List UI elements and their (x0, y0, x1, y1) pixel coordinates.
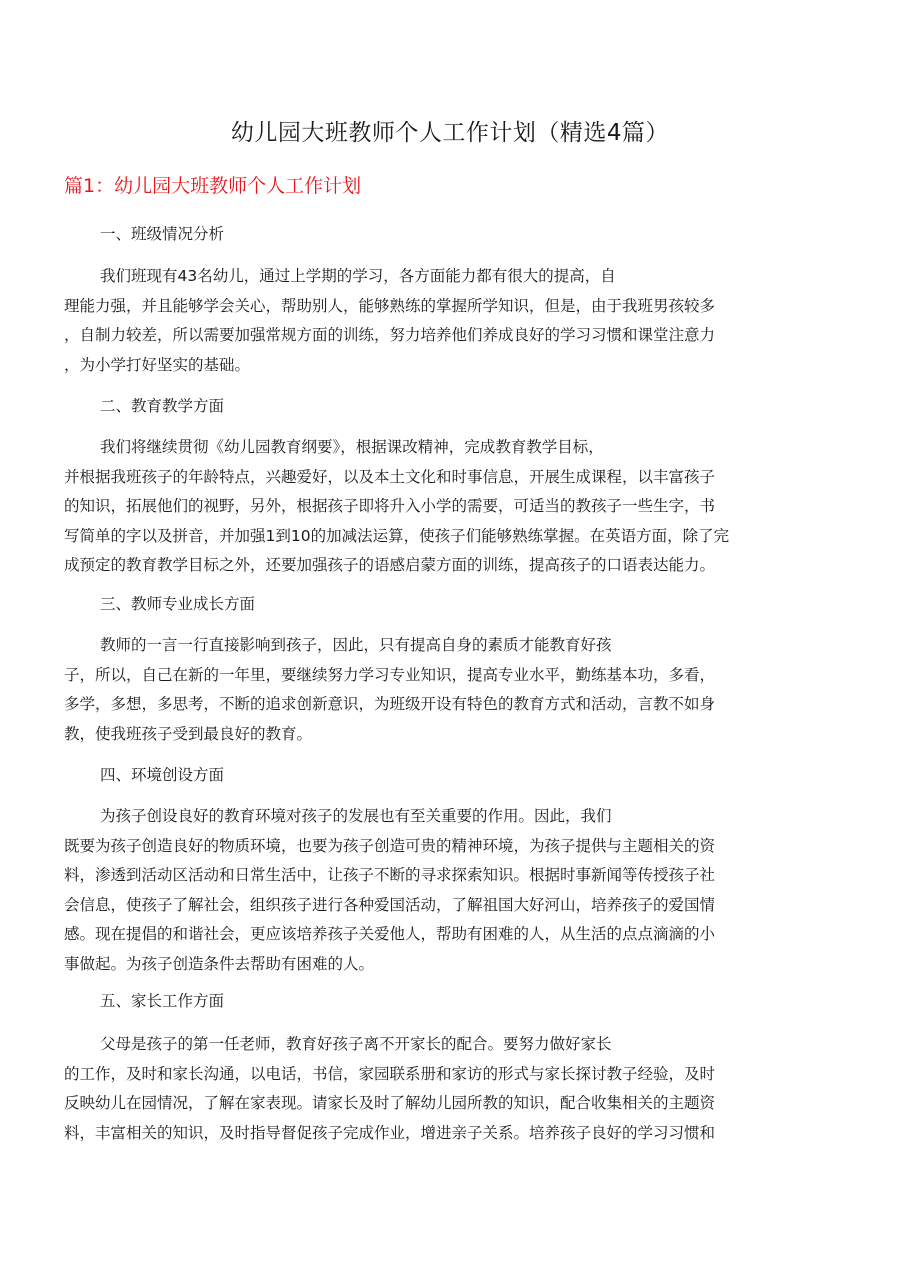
section-heading-class-analysis: 一、班级情况分析 (100, 225, 225, 243)
text-line: 成预定的教育教学目标之外，还要加强孩子的语感启蒙方面的训练，提高孩子的口语表达能力。 (64, 556, 716, 574)
section-body-class-analysis (64, 262, 836, 380)
text-line: 感。现在提倡的和谐社会，更应该培养孩子关爱他人，帮助有困难的人，从生活的点点滴滴的小 (64, 925, 716, 943)
text-line: 我们班现有43名幼儿，通过上学期的学习，各方面能力都有很大的提高，自 (100, 267, 616, 285)
text-line: ，为小学打好坚实的基础。 (64, 355, 251, 374)
section-heading-parents: 五、家长工作方面 (100, 992, 225, 1010)
text-line: 料，渗透到活动区活动和日常生活中，让孩子不断的寻求探索知识。根据时事新闻等传授孩子社 (64, 866, 716, 884)
text-line: 父母是孩子的第一任老师，教育好孩子离不开家长的配合。要努力做好家长 (100, 1035, 612, 1053)
text-line: 写简单的字以及拼音，并加强1到10的加减法运算，使孩子们能够熟练掌握。在英语方面，除了完 (64, 526, 730, 545)
text-line: 并根据我班孩子的年龄特点，兴趣爱好，以及本土文化和时事信息，开展生成课程，以丰富孩子 (64, 467, 716, 486)
text-line: 子，所以，自己在新的一年里，要继续努力学习专业知识，提高专业水平，勤练基本功，多看， (64, 665, 716, 684)
section-heading-teaching: 二、教育教学方面 (100, 397, 225, 415)
section-heading-teacher-growth: 三、教师专业成长方面 (100, 595, 256, 613)
text-line: 为孩子创设良好的教育环境对孩子的发展也有至关重要的作用。因此，我们 (100, 807, 612, 825)
text-line: ，自制力较差，所以需要加强常规方面的训练，努力培养他们养成良好的学习习惯和课堂注意力 (64, 326, 716, 344)
text-line: 既要为孩子创造良好的物质环境，也要为孩子创造可贵的精神环境，为孩子提供与主题相关的资 (64, 836, 716, 855)
text-line: 教师的一言一行直接影响到孩子，因此，只有提高自身的素质才能教育好孩 (100, 636, 612, 654)
text-line: 反映幼儿在园情况，了解在家表现。请家长及时了解幼儿园所教的知识，配合收集相关的主题资 (64, 1094, 716, 1112)
part-title: 篇1：幼儿园大班教师个人工作计划 (64, 175, 362, 197)
section-heading-environment: 四、环境创设方面 (100, 766, 225, 784)
section-body-environment (64, 802, 836, 979)
section-body-teaching (64, 433, 836, 581)
text-line: 的工作，及时和家长沟通，以电话，书信，家园联系册和家访的形式与家长探讨教子经验，及时 (64, 1064, 716, 1083)
text-line: 料，丰富相关的知识，及时指导督促孩子完成作业，增进亲子关系。培养孩子良好的学习习惯和 (64, 1123, 716, 1142)
document-title: 幼儿园大班教师个人工作计划（精选4篇） (230, 120, 670, 146)
text-line: 理能力强，并且能够学会关心，帮助别人，能够熟练的掌握所学知识，但是，由于我班男孩较多 (64, 296, 716, 315)
text-line: 多学，多想，多思考，不断的追求创新意识，为班级开设有特色的教育方式和活动，言教不如身 (64, 695, 716, 713)
text-line: 教，使我班孩子受到最良好的教育。 (64, 724, 313, 743)
text-line: 我们将继续贯彻《幼儿园教育纲要》，根据课改精神，完成教育教学目标， (100, 438, 604, 456)
text-line: 事做起。为孩子创造条件去帮助有困难的人。 (64, 954, 375, 973)
text-line: 会信息，使孩子了解社会，组织孩子进行各种爱国活动，了解祖国大好河山，培养孩子的爱国情 (64, 895, 716, 914)
text-line: 的知识，拓展他们的视野，另外，根据孩子即将升入小学的需要，可适当的教孩子一些生字，书 (64, 497, 716, 515)
section-body-teacher-growth (64, 631, 836, 749)
section-body-parents (64, 1030, 836, 1148)
